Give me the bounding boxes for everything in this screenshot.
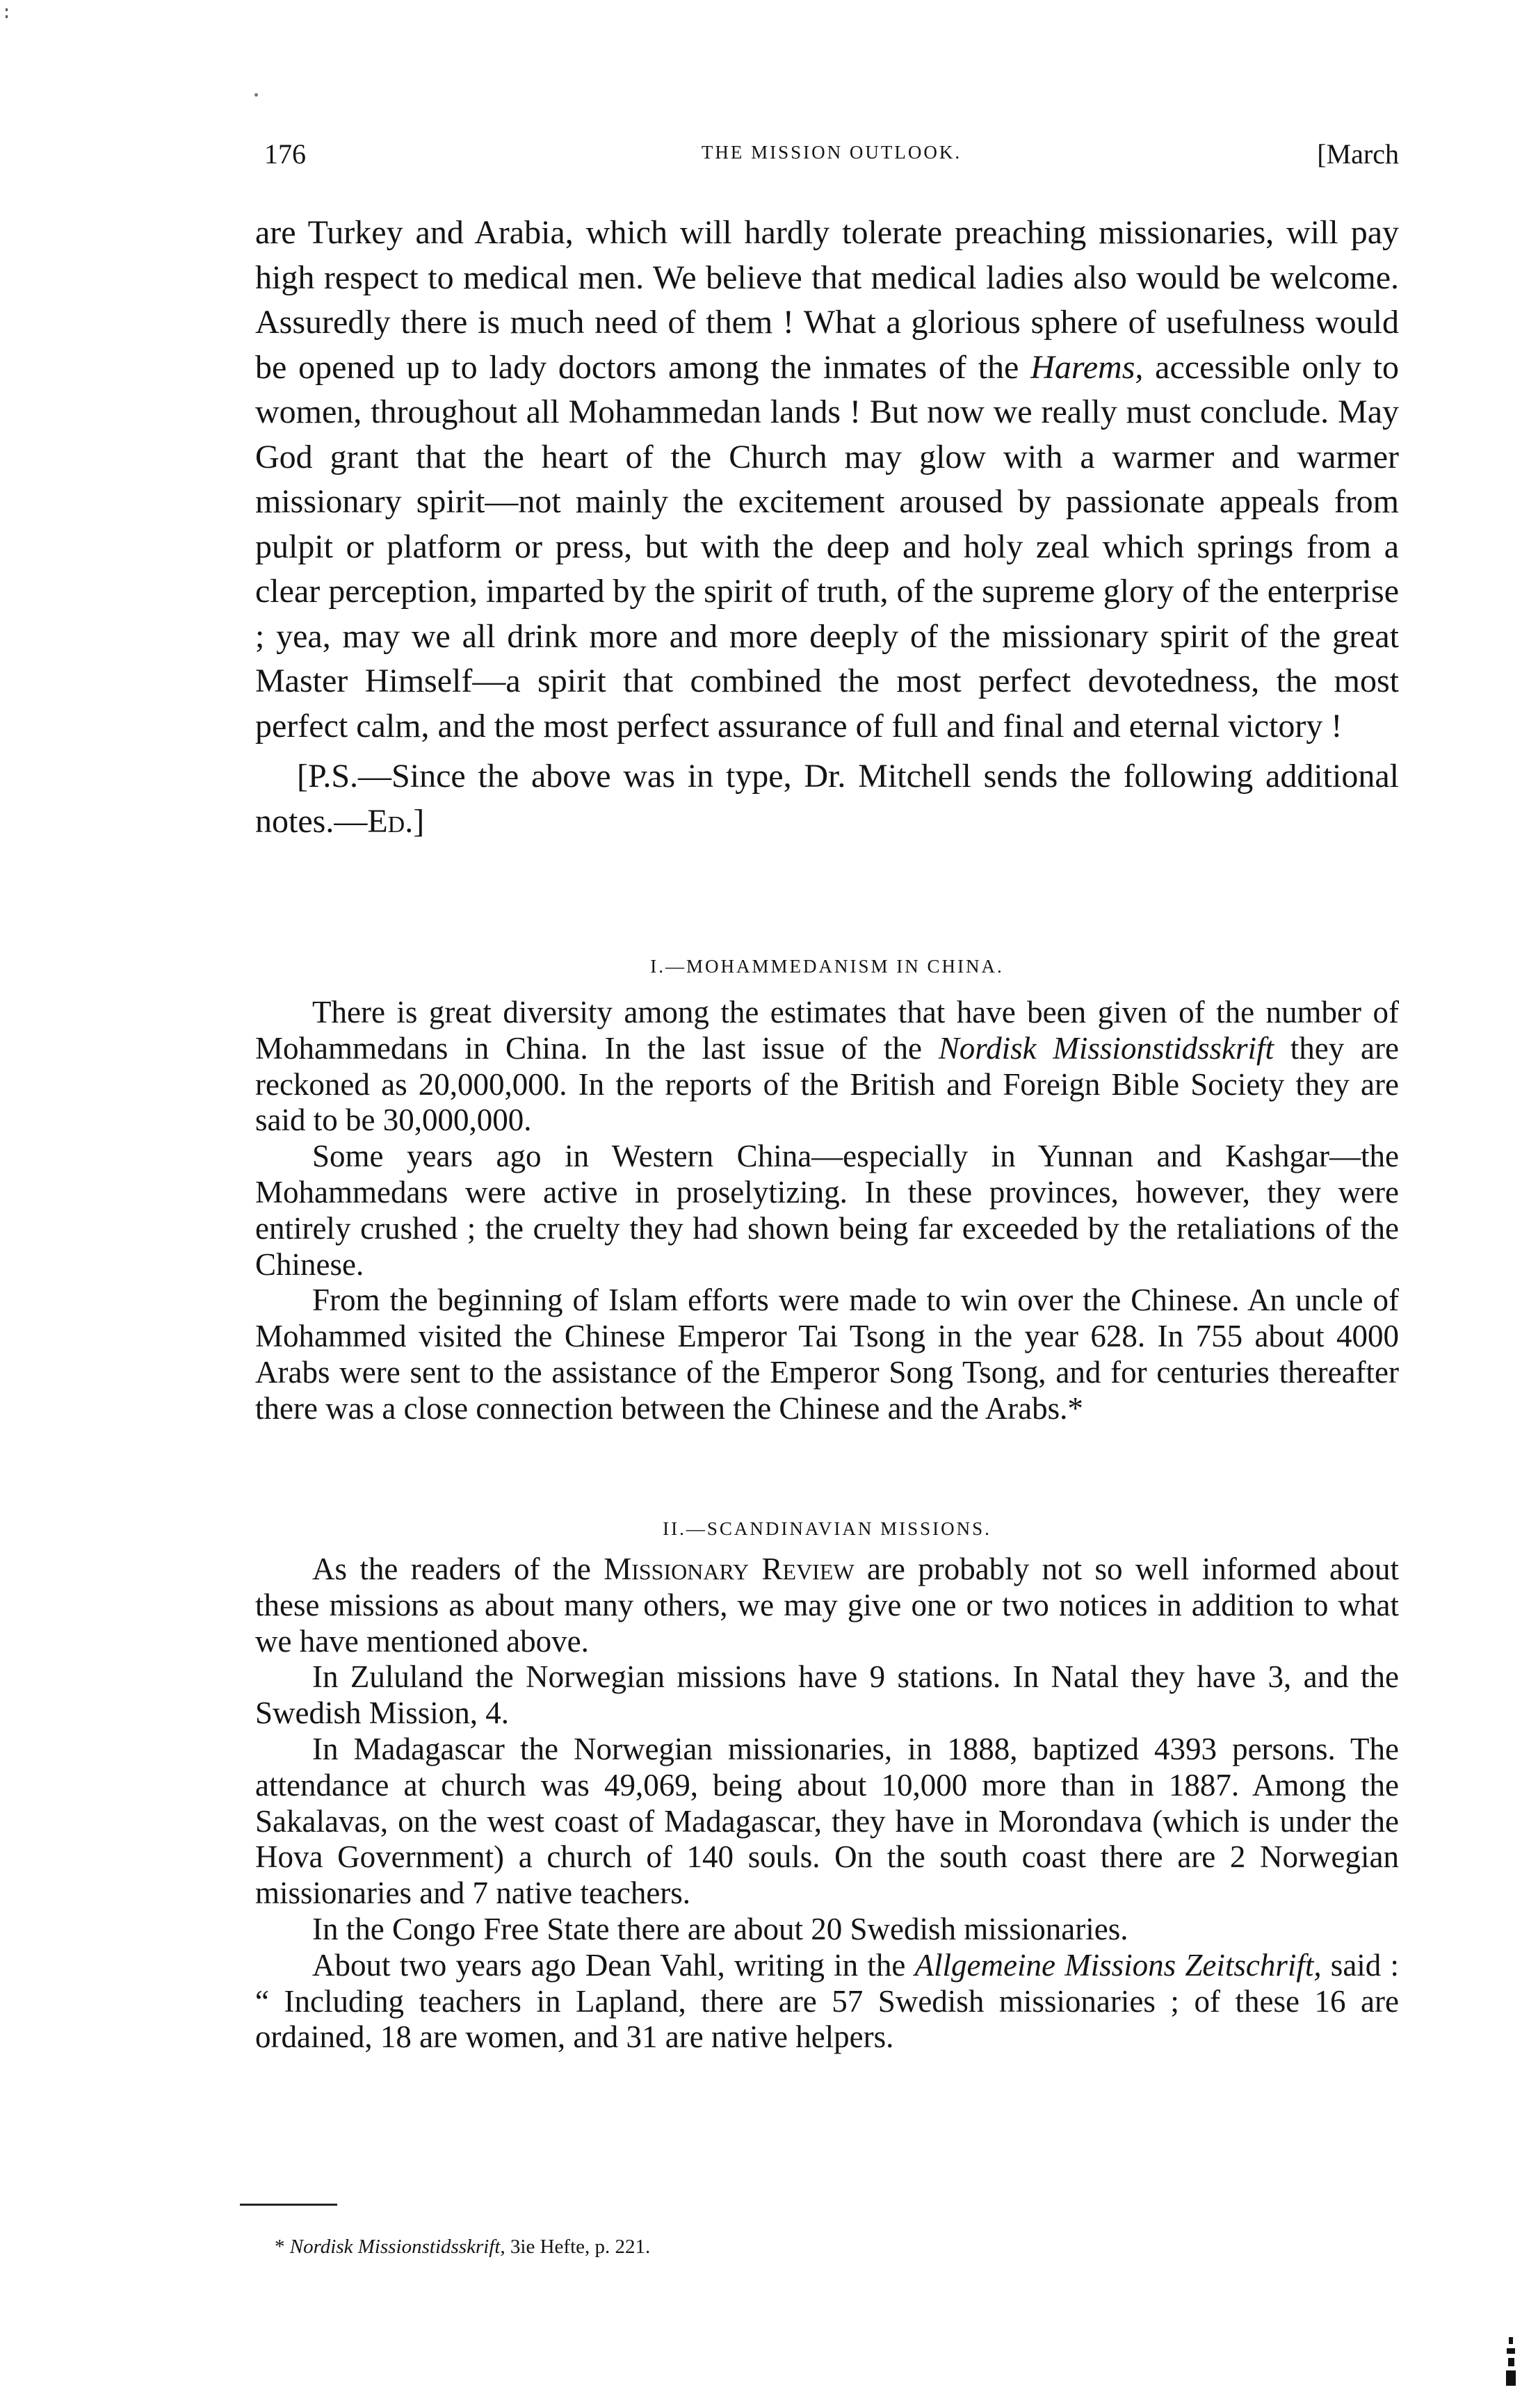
section-heading: I.—MOHAMMEDANISM IN CHINA. [650,956,1004,977]
closing-paragraphs [255,211,1399,844]
italic-term: Harems, [1030,348,1144,386]
body-paragraph: About two years ago Dean Vahl, writing in the Allgemeine Missions Zeitschrift, said : “ Including teachers in Lapland, there are 57 Swedish missionaries ; of these 16 are ordained, 18 are women, and 31 are native helpers. [255,1947,1399,2055]
italic-title: Nordisk Missionstidsskrift [938,1030,1274,1066]
italic-title: Allgemeine Missions Zeitschrift, [914,1947,1322,1983]
body-paragraph: As the readers of the Missionary Review are probably not so well informed about these missions as about many others, we may give one or two notices in addition to what we have mentioned above. [255,1552,1399,1659]
editor-mark: Ed. [367,802,414,840]
footnote-rule [240,2204,337,2206]
section-mohammedanism [255,995,1399,1427]
running-header [264,138,1399,179]
header-month: [March [1317,138,1399,170]
scan-speck [254,93,258,97]
body-paragraph: Some years ago in Western China—especially in Yunnan and Kashgar—the Mohammedans were active in proselytizing. In these provinces, however, they were entirely crushed ; the cruelty they had shown being far exceeded by the retaliations of the Chinese. [255,1139,1399,1282]
body-paragraph: In Madagascar the Norwegian missionaries, in 1888, baptized 4393 persons. The attendance at church was 49,069, being about 10,000 more than in 1887. Among the Sakalavas, on the west coast of Madagascar, they have in Morondava (which is under the Hova Government) a church of 140 souls. On the south coast there are 2 Norwegian missionaries and 7 native teachers. [255,1731,1399,1911]
footnote-marker: * [275,2236,285,2258]
section-scandinavian [255,1552,1399,2056]
journal-name: Missionary Review [604,1552,855,1586]
page-number: 176 [264,138,306,170]
body-paragraph: In the Congo Free State there are about 20 Swedish missionaries. [312,1911,1128,1946]
scan-speck [6,8,8,18]
body-paragraph: From the beginning of Islam efforts were made to win over the Chinese. An uncle of Mohammed visited the Chinese Emperor Tai Tsong in the year 628. In 755 about 4000 Arabs were sent to the assistance of the Emperor Song Tsong, and for centuries thereafter there was a close connection between the Chinese and the Arabs.* [255,1283,1399,1426]
running-title: THE MISSION OUTLOOK. [701,142,962,163]
scan-speck [1503,2337,1521,2387]
body-paragraph: There is great diversity among the estimates that have been given of the number of Mohammedans in China. In the last issue of the Nordisk Missionstidsskrift they are reckoned as 20,000,000. In the reports of the British and Foreign Bible Society they are said to be 30,000,000. [255,995,1399,1138]
footnote: * Nordisk Missionstidsskrift, 3ie Hefte, p. 221. [275,2236,651,2258]
section-heading: II.—SCANDINAVIAN MISSIONS. [663,1518,991,1539]
body-paragraph: In Zululand the Norwegian missions have 9 stations. In Natal they have 3, and the Swedish Mission, 4. [255,1659,1399,1731]
postscript-note: [P.S.—Since the above was in type, Dr. Mitchell sends the following additional notes.—Ed.] [255,758,1399,840]
body-paragraph: are Turkey and Arabia, which will hardly tolerate preaching missionaries, will pay high respect to medical men. We believe that medical ladies also would be welcome. Assuredly there is much need of them ! What a glorious sphere of usefulness would be opened up to lady doctors among the inmates of the Harems, accessible only to women, throughout all Mohammedan lands ! But now we really must conclude. May God grant that the heart of the Church may glow with a warmer and warmer missionary spirit—not mainly the excitement aroused by passionate appeals from pulpit or platform or press, but with the deep and holy zeal which springs from a clear perception, imparted by the spirit of truth, of the supreme glory of the enterprise ; yea, may we all drink more and more deeply of the missionary spirit of the great Master Himself—a spirit that combined the most perfect devotedness, the most perfect calm, and the most perfect assurance of full and final and eternal victory ! [255,214,1399,745]
footnote-title: Nordisk Missionstidsskrift, [289,2236,505,2258]
